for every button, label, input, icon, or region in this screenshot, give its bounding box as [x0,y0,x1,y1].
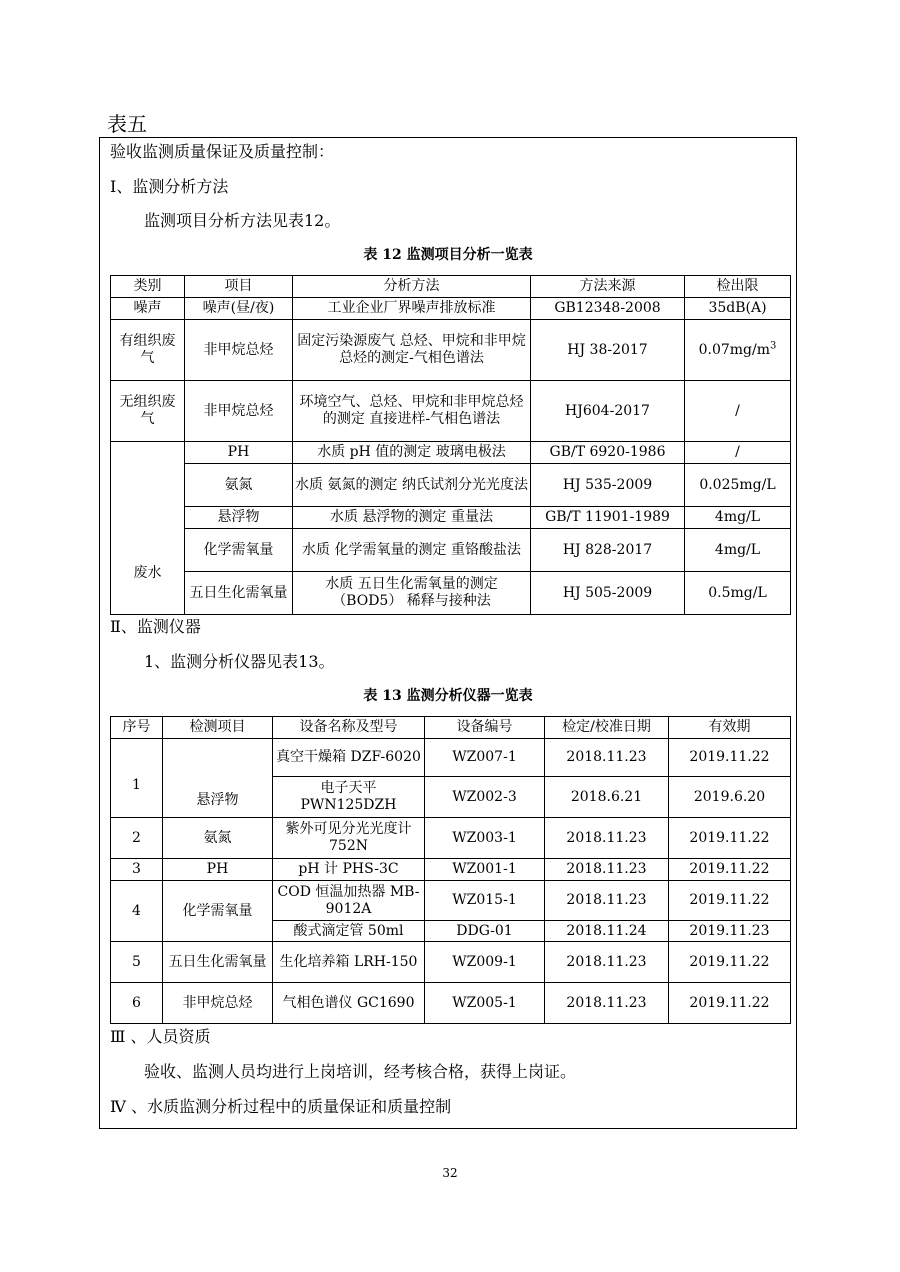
table-row [111,572,791,615]
item-cell: 化学需氧量 [185,529,293,572]
instruments-note: 1、监测分析仪器见表13。 [144,652,335,671]
heading-analysis-methods: Ⅰ、监测分析方法 [110,177,229,196]
valid-until-cell: 2019.6.20 [669,777,791,818]
device-cell: 真空干燥箱 DZF-6020 [273,739,425,777]
valid-until-cell: 2019.11.22 [669,739,791,777]
device-code-cell: WZ009-1 [425,942,545,983]
table-row [111,442,791,464]
page-title: 表五 [107,112,147,136]
device-cell: COD 恒温加热器 MB-9012A [273,881,425,921]
table12-header: 项目 [185,276,293,298]
test-item-cell: 化学需氧量 [163,881,273,942]
item-cell: 噪声(昼/夜) [185,298,293,320]
device-cell: 气相色谱仪 GC1690 [273,983,425,1024]
item-cell: 非甲烷总烃 [185,381,293,442]
table-row [111,298,791,320]
item-cell: 非甲烷总烃 [185,320,293,381]
table13-header: 设备名称及型号 [273,717,425,739]
source-cell: GB/T 11901-1989 [531,507,685,529]
valid-until-cell: 2019.11.23 [669,921,791,942]
device-code-cell: WZ001-1 [425,859,545,881]
table12-header-row [111,276,791,298]
device-cell: 电子天平 PWN125DZH [273,777,425,818]
analysis-methods-note: 监测项目分析方法见表12。 [144,211,341,230]
device-cell: 紫外可见分光光度计 752N [273,818,425,859]
table12 [110,275,791,615]
number-cell: 6 [111,983,163,1024]
table13-header: 检定/校准日期 [545,717,669,739]
valid-until-cell: 2019.11.22 [669,881,791,921]
calibration-date-cell: 2018.11.23 [545,983,669,1024]
table12-header: 类别 [111,276,185,298]
category-cell: 有组织废气 [111,320,185,381]
valid-until-cell: 2019.11.22 [669,859,791,881]
device-cell: 酸式滴定管 50ml [273,921,425,942]
device-code-cell: DDG-01 [425,921,545,942]
valid-until-cell: 2019.11.22 [669,983,791,1024]
source-cell: HJ 38-2017 [531,320,685,381]
device-code-cell: WZ015-1 [425,881,545,921]
method-cell: 水质 五日生化需氧量的测定（BOD5） 稀释与接种法 [293,572,531,615]
table-row [111,739,791,777]
number-cell: 5 [111,942,163,983]
device-code-cell: WZ003-1 [425,818,545,859]
table12-header: 分析方法 [293,276,531,298]
method-cell: 工业企业厂界噪声排放标准 [293,298,531,320]
test-item-cell: 悬浮物 [163,739,273,818]
limit-value: 0.07mg/m [698,341,771,358]
table13-header: 序号 [111,717,163,739]
limit-cell: / [685,381,791,442]
limit-cell: 0.5mg/L [685,572,791,615]
table-row [111,464,791,507]
heading-personnel: Ⅲ 、人员资质 [110,1027,211,1046]
table13-header-row [111,717,791,739]
table12-header: 方法来源 [531,276,685,298]
table13-header: 检测项目 [163,717,273,739]
device-code-cell: WZ002-3 [425,777,545,818]
section-title: 验收监测质量保证及质量控制： [110,142,335,161]
table-row [111,942,791,983]
personnel-text: 验收、监测人员均进行上岗培训，经考核合格，获得上岗证。 [144,1062,577,1081]
table-row [111,320,791,381]
source-cell: GB/T 6920-1986 [531,442,685,464]
table13-header: 有效期 [669,717,791,739]
source-cell: GB12348-2008 [531,298,685,320]
content-frame [99,137,797,1129]
source-cell: HJ 535-2009 [531,464,685,507]
table13-header: 设备编号 [425,717,545,739]
heading-instruments: Ⅱ、监测仪器 [110,617,201,636]
limit-cell [685,320,791,381]
calibration-date-cell: 2018.6.21 [545,777,669,818]
method-cell: 水质 氨氮的测定 纳氏试剂分光光度法 [293,464,531,507]
number-cell: 2 [111,818,163,859]
device-cell: 生化培养箱 LRH-150 [273,942,425,983]
source-cell: HJ604-2017 [531,381,685,442]
device-code-cell: WZ005-1 [425,983,545,1024]
page-number: 32 [442,1166,458,1180]
number-cell: 3 [111,859,163,881]
device-cell: pH 计 PHS-3C [273,859,425,881]
valid-until-cell: 2019.11.22 [669,942,791,983]
method-cell: 水质 化学需氧量的测定 重铬酸盐法 [293,529,531,572]
number-cell: 4 [111,881,163,942]
calibration-date-cell: 2018.11.23 [545,818,669,859]
method-cell: 环境空气、总烃、甲烷和非甲烷总烃的测定 直接进样-气相色谱法 [293,381,531,442]
table-row [111,881,791,921]
method-cell: 水质 pH 值的测定 玻璃电极法 [293,442,531,464]
item-cell: 五日生化需氧量 [185,572,293,615]
valid-until-cell: 2019.11.22 [669,818,791,859]
calibration-date-cell: 2018.11.24 [545,921,669,942]
table12-header: 检出限 [685,276,791,298]
limit-cell: 35dB(A) [685,298,791,320]
category-cell: 无组织废气 [111,381,185,442]
calibration-date-cell: 2018.11.23 [545,942,669,983]
table-row [111,818,791,859]
source-cell: HJ 505-2009 [531,572,685,615]
category-cell: 噪声 [111,298,185,320]
table13-caption: 表 13 监测分析仪器一览表 [363,688,533,704]
table12-caption: 表 12 监测项目分析一览表 [363,247,533,263]
table-row [111,381,791,442]
test-item-cell: 非甲烷总烃 [163,983,273,1024]
test-item-cell: 五日生化需氧量 [163,942,273,983]
source-cell: HJ 828-2017 [531,529,685,572]
table-row [111,507,791,529]
heading-water-qc: Ⅳ 、水质监测分析过程中的质量保证和质量控制 [110,1097,452,1116]
table-row [111,859,791,881]
limit-cell: 0.025mg/L [685,464,791,507]
item-cell: PH [185,442,293,464]
device-code-cell: WZ007-1 [425,739,545,777]
calibration-date-cell: 2018.11.23 [545,859,669,881]
item-cell: 氨氮 [185,464,293,507]
method-cell: 水质 悬浮物的测定 重量法 [293,507,531,529]
calibration-date-cell: 2018.11.23 [545,881,669,921]
table-row [111,529,791,572]
limit-cell: / [685,442,791,464]
test-item-cell: 氨氮 [163,818,273,859]
limit-superscript: 3 [770,339,777,351]
table13 [110,716,791,1024]
test-item-cell: PH [163,859,273,881]
limit-cell: 4mg/L [685,529,791,572]
table-row [111,983,791,1024]
limit-cell: 4mg/L [685,507,791,529]
item-cell: 悬浮物 [185,507,293,529]
category-cell: 废水 [111,442,185,615]
number-cell: 1 [111,739,163,818]
method-cell: 固定污染源废气 总烃、甲烷和非甲烷总烃的测定-气相色谱法 [293,320,531,381]
calibration-date-cell: 2018.11.23 [545,739,669,777]
